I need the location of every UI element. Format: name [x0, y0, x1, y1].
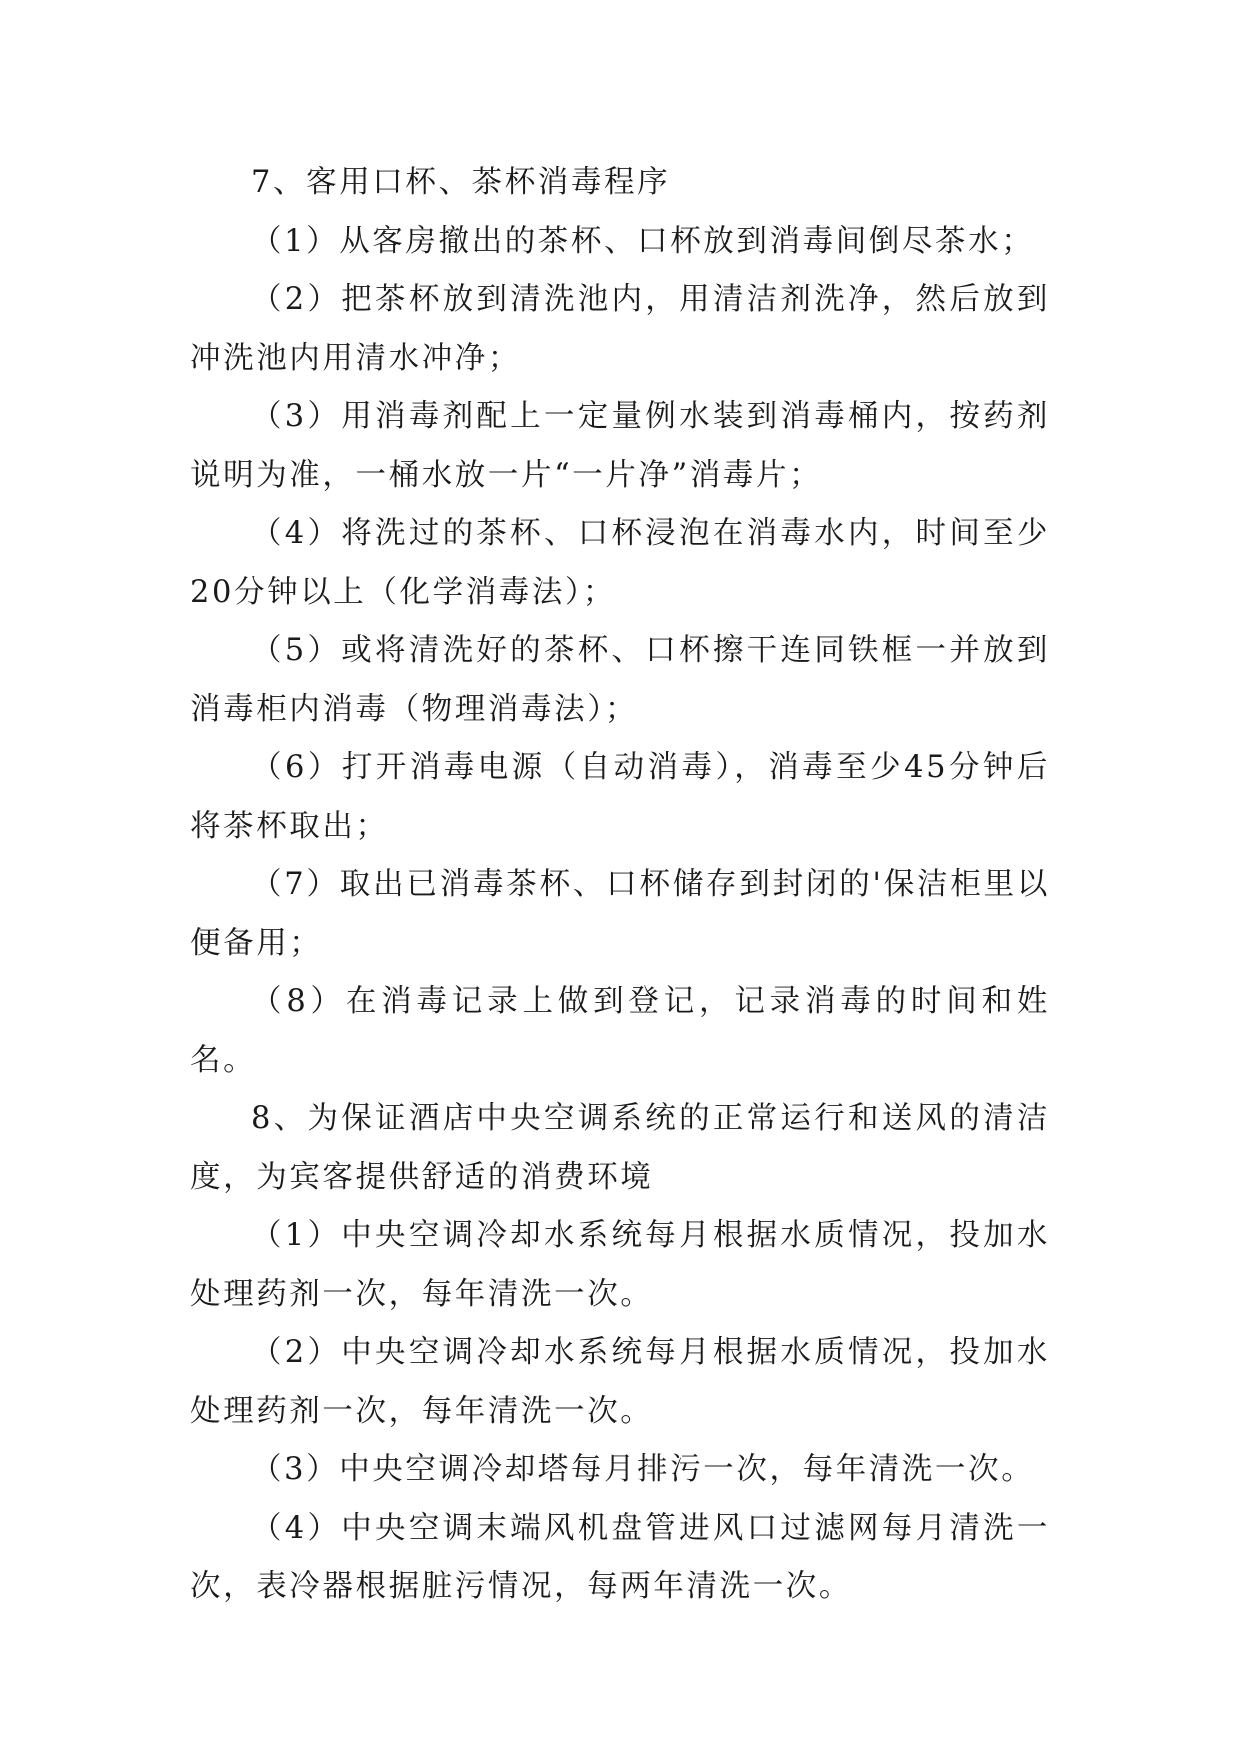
paragraph-ac-item-1: （1）中央空调冷却水系统每月根据水质情况，投加水处理药剂一次，每年清洗一次。	[190, 1218, 1050, 1312]
paragraph-step-2: （2）把茶杯放到清洗池内，用清洁剂洗净，然后放到冲洗池内用清水冲净；	[190, 282, 1050, 376]
paragraph-ac-item-3: （3）中央空调冷却塔每月排污一次，每年清洗一次。	[251, 1452, 1035, 1487]
section-heading-air-conditioning: 8、为保证酒店中央空调系统的正常运行和送风的清洁度，为宾客提供舒适的消费环境	[190, 1101, 1050, 1195]
paragraph-ac-item-4: （4）中央空调末端风机盘管进风口过滤网每月清洗一次，表冷器根据脏污情况，每两年清洗一次。	[190, 1510, 1050, 1604]
section-heading-cup-disinfection: 7、客用口杯、茶杯消毒程序	[251, 165, 671, 200]
paragraph-step-4: （4）将洗过的茶杯、口杯浸泡在消毒水内，时间至少20分钟以上（化学消毒法）；	[190, 516, 1050, 610]
paragraph-step-3: （3）用消毒剂配上一定量例水装到消毒桶内，按药剂说明为准，一桶水放一片“一片净”消毒片；	[190, 399, 1050, 493]
paragraph-step-7: （7）取出已消毒茶杯、口杯储存到封闭的'保洁柜里以便备用；	[190, 867, 1050, 961]
document-body	[190, 154, 1050, 1617]
paragraph-ac-item-2: （2）中央空调冷却水系统每月根据水质情况，投加水处理药剂一次，每年清洗一次。	[190, 1335, 1050, 1429]
paragraph-step-6: （6）打开消毒电源（自动消毒），消毒至少45分钟后将茶杯取出；	[190, 750, 1050, 844]
paragraph-step-1: （1）从客房撤出的茶杯、口杯放到消毒间倒尽茶水；	[251, 223, 1035, 259]
paragraph-step-8: （8）在消毒记录上做到登记，记录消毒的时间和姓名。	[190, 984, 1050, 1078]
paragraph-step-5: （5）或将清洗好的茶杯、口杯擦干连同铁框一并放到消毒柜内消毒（物理消毒法）；	[190, 633, 1050, 727]
